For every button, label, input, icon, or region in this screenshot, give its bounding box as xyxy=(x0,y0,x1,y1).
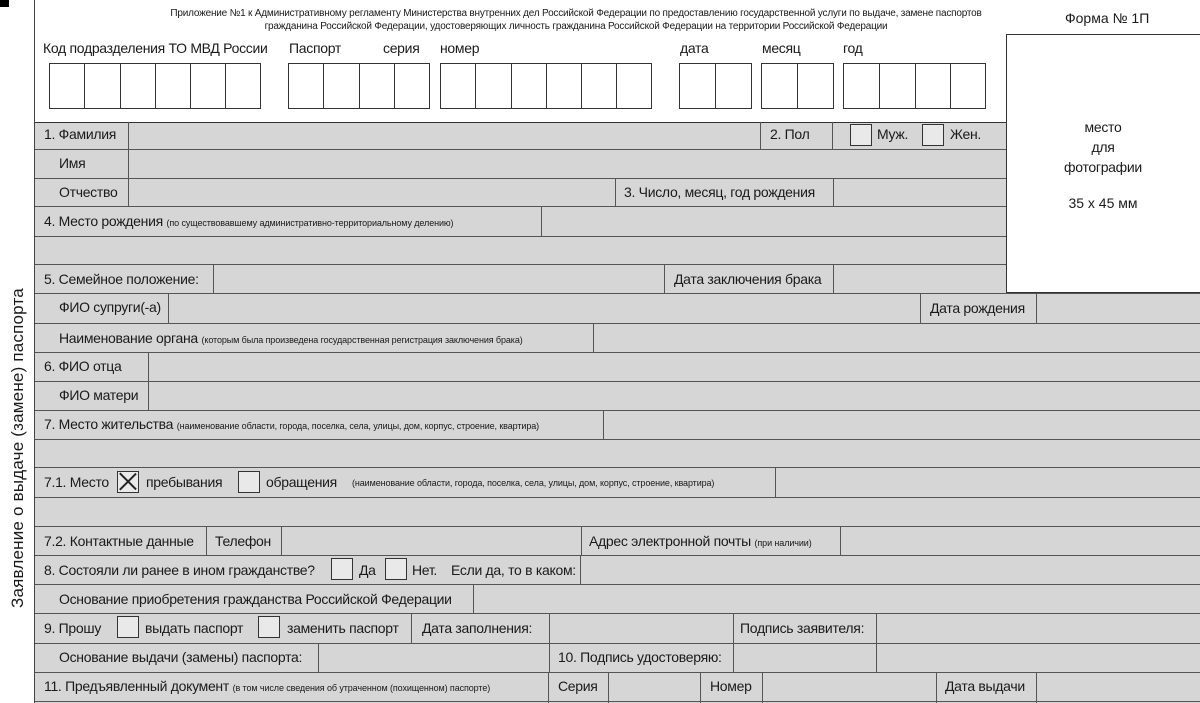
day-cell[interactable] xyxy=(715,63,752,109)
citizenship-label: 8. Состояли ли ранее в ином гражданстве? xyxy=(44,562,315,578)
appeal-label: обращения xyxy=(266,474,337,490)
series-cell[interactable] xyxy=(359,63,395,109)
form-number: Форма № 1П xyxy=(1065,10,1150,26)
series-label: серия xyxy=(383,40,420,56)
request-label: 9. Прошу xyxy=(44,620,102,636)
certify-label: 10. Подпись удостоверяю: xyxy=(558,649,722,665)
unit-code-cell[interactable] xyxy=(190,63,226,109)
female-label: Жен. xyxy=(950,126,981,142)
vertical-title: Заявление о выдаче (замене) паспорта xyxy=(8,288,27,608)
signature-label: Подпись заявителя: xyxy=(740,620,865,636)
stay-label: пребывания xyxy=(146,474,223,490)
name-label: Имя xyxy=(59,155,86,171)
issue-checkbox[interactable] xyxy=(117,616,139,638)
number-cell[interactable] xyxy=(546,63,582,109)
male-label: Муж. xyxy=(877,126,909,142)
doc-number-label: Номер xyxy=(710,678,752,694)
marital-label: 5. Семейное положение: xyxy=(44,271,199,287)
doc-date-label: Дата выдачи xyxy=(945,678,1025,694)
male-checkbox[interactable] xyxy=(850,124,872,146)
year-cell[interactable] xyxy=(843,63,880,109)
date-label: дата xyxy=(680,40,709,56)
spouse-birth-label: Дата рождения xyxy=(930,300,1025,316)
day-cell[interactable] xyxy=(679,63,716,109)
month-cell[interactable] xyxy=(761,63,798,109)
place71-label: 7.1. Место xyxy=(44,474,109,490)
fill-date-label: Дата заполнения: xyxy=(422,620,533,636)
which-label: Если да, то в каком: xyxy=(451,562,576,578)
email-label: Адрес электронной почты (при наличии) xyxy=(589,533,812,549)
issue-label: выдать паспорт xyxy=(145,620,244,636)
number-cell[interactable] xyxy=(581,63,617,109)
basis-label: Основание выдачи (замены) паспорта: xyxy=(59,649,303,665)
unit-code-cell[interactable] xyxy=(120,63,156,109)
authority-label: Наименование органа (которым была произведена государственная регистрация заключения брака) xyxy=(59,330,523,346)
number-cell[interactable] xyxy=(616,63,652,109)
photo-size: 35 x 45 мм xyxy=(1068,195,1138,211)
year-label: год xyxy=(843,40,863,56)
unit-code-cell[interactable] xyxy=(84,63,121,109)
doc-series-label: Серия xyxy=(558,678,598,694)
yes-label: Да xyxy=(359,562,376,578)
female-checkbox[interactable] xyxy=(922,124,944,146)
series-cell[interactable] xyxy=(288,63,324,109)
number-cell[interactable] xyxy=(475,63,512,109)
unit-code-cell[interactable] xyxy=(155,63,191,109)
no-label: Нет. xyxy=(412,562,437,578)
residence-label: 7. Место жительства (наименование области, города, поселка, села, улицы, дом, корпус, строение, квартира) xyxy=(44,416,540,432)
yes-checkbox[interactable] xyxy=(331,558,353,580)
year-cell[interactable] xyxy=(915,63,951,109)
corner-mark xyxy=(0,0,9,7)
patronymic-label: Отчество xyxy=(59,184,118,200)
number-cell[interactable] xyxy=(440,63,476,109)
month-label: месяц xyxy=(762,40,801,56)
phone-label: Телефон xyxy=(215,533,271,549)
birth-date-label: 3. Число, месяц, год рождения xyxy=(624,184,815,200)
year-cell[interactable] xyxy=(950,63,986,109)
appendix-note: Приложение №1 к Административному регламенту Министерства внутренних дел Российской Федерации по предоставлению государственной услуги по выдаче, замене паспортов гражданина Российской Федерации, удостоверяющих личность гражданина Российской Федерации на территории Российской Федерации xyxy=(170,8,982,32)
no-checkbox[interactable] xyxy=(385,558,407,580)
number-label: номер xyxy=(440,40,480,56)
series-cell[interactable] xyxy=(323,63,360,109)
mother-label: ФИО матери xyxy=(59,387,139,403)
document-label: 11. Предъявленный документ (в том числе сведения об утраченном (похищенном) паспорте) xyxy=(44,678,491,694)
appeal-checkbox[interactable] xyxy=(238,471,260,493)
sex-label: 2. Пол xyxy=(770,126,810,142)
contacts-label: 7.2. Контактные данные xyxy=(44,533,194,549)
year-cell[interactable] xyxy=(879,63,916,109)
surname-label: 1. Фамилия xyxy=(44,126,117,142)
number-cell[interactable] xyxy=(511,63,547,109)
father-label: 6. ФИО отца xyxy=(44,358,122,374)
place71-note: (наименование области, города, поселка, села, улицы, дом, корпус, строение, квартира) xyxy=(352,478,715,488)
citizenship-basis-label: Основание приобретения гражданства Российской Федерации xyxy=(59,591,452,607)
spouse-label: ФИО супруги(-а) xyxy=(59,299,161,315)
unit-code-cell[interactable] xyxy=(49,63,85,109)
passport-label: Паспорт xyxy=(289,40,342,56)
replace-label: заменить паспорт xyxy=(287,620,399,636)
unit-code-label: Код подразделения ТО МВД России xyxy=(43,40,268,56)
birth-place-label: 4. Место рождения (по существовавшему административно-территориальному делению) xyxy=(44,213,454,229)
replace-checkbox[interactable] xyxy=(258,616,280,638)
unit-code-cell[interactable] xyxy=(225,63,261,109)
series-cell[interactable] xyxy=(394,63,430,109)
month-cell[interactable] xyxy=(797,63,834,109)
stay-checkbox[interactable] xyxy=(117,471,139,493)
marriage-date-label: Дата заключения брака xyxy=(674,271,822,287)
photo-label: место для фотографии xyxy=(1064,119,1142,175)
